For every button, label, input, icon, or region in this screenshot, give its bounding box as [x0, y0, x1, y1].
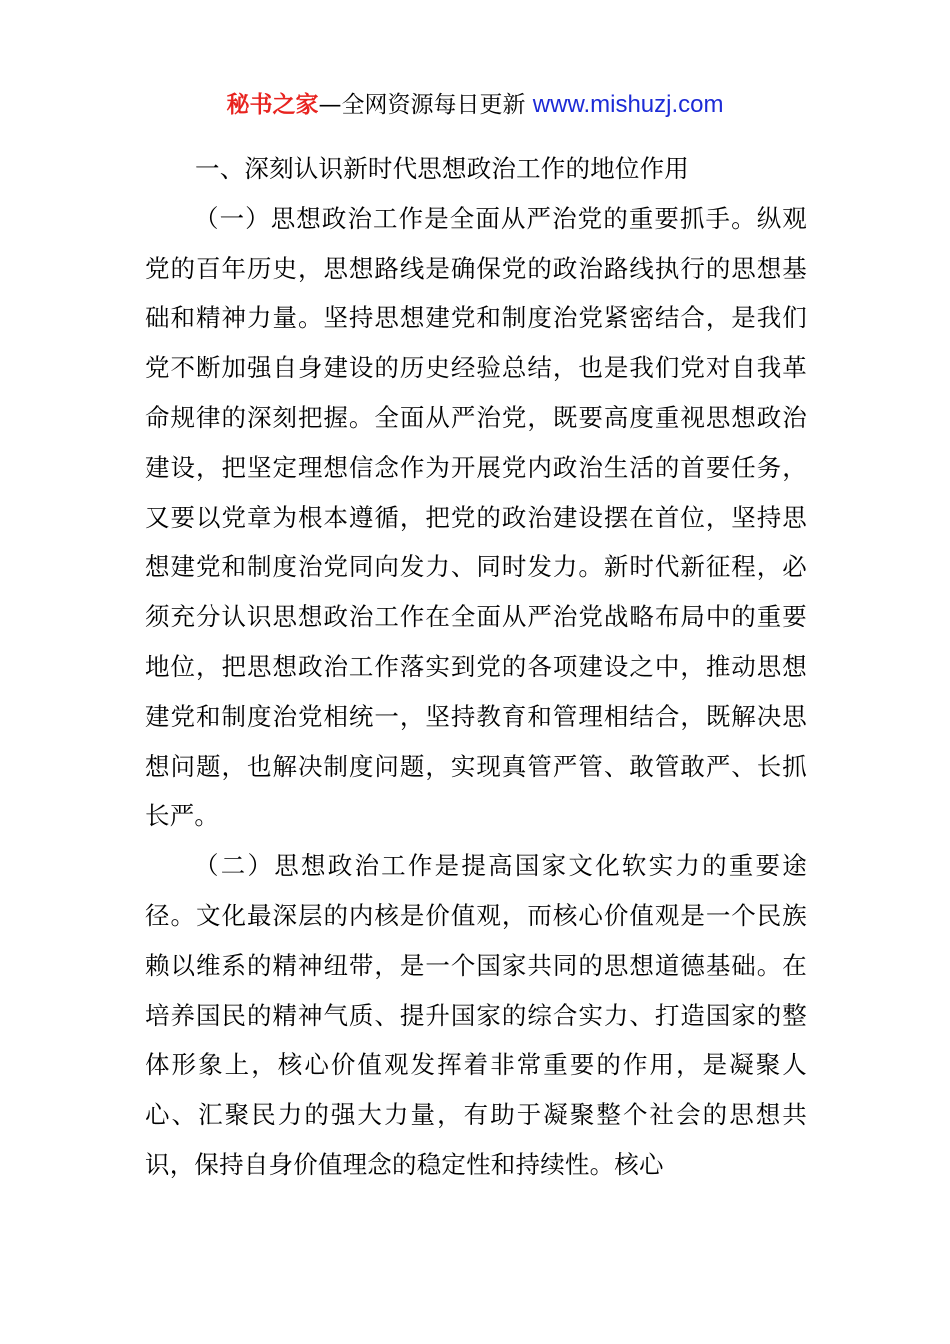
site-url-link[interactable]: www.mishuzj.com — [532, 91, 724, 118]
paragraph-1: （一）思想政治工作是全面从严治党的重要抓手。纵观党的百年历史，思想路线是确保党的政治路线执行的思想基础和精神力量。坚持思想建党和制度治党紧密结合，是我们党不断加强自身建设的历史经验总结，也是我们党对自我革命规律的深刻把握。全面从严治党，既要高度重视思想政治建设，把坚定理想信念作为开展党内政治生活的首要任务，又要以党章为根本遵循，把党的政治建设摆在首位，坚持思想建党和制度治党同向发力、同时发力。新时代新征程，必须充分认识思想政治工作在全面从严治党战略布局中的重要地位，把思想政治工作落实到党的各项建设之中，推动思想建党和制度治党相统一，坚持教育和管理相结合，既解决思想问题，也解决制度问题，实现真管严管、敢管敢严、长抓长严。 — [145, 203, 807, 831]
brand-name: 秘书之家 — [226, 92, 319, 118]
header-tagline: —全网资源每日更新 — [318, 92, 533, 118]
paragraph-2: （二）思想政治工作是提高国家文化软实力的重要途径。文化最深层的内核是价值观，而核心价值观是一个民族赖以维系的精神纽带，是一个国家共同的思想道德基础。在培养国民的精神气质、提升国家的综合实力、打造国家的整体形象上，核心价值观发挥着非常重要的作用，是凝聚人心、汇聚民力的强大力量，有助于凝聚整个社会的思想共识，保持自身价值理念的稳定性和持续性。核心 — [145, 851, 807, 1179]
section-heading: 一、深刻认识新时代思想政治工作的地位作用 — [195, 154, 689, 183]
site-header — [0, 88, 950, 122]
document-body — [145, 144, 807, 1190]
